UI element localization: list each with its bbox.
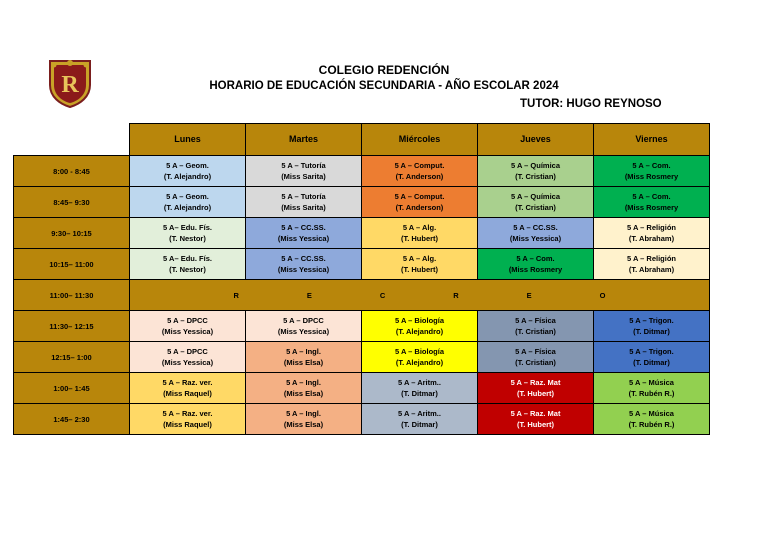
- time-slot: 11:00– 11:30: [14, 280, 130, 311]
- subject-label: 5 A – Comput.: [394, 192, 445, 201]
- subject-label: 5 A – Religión: [626, 254, 677, 263]
- subject-label: 5 A – Tutoría: [281, 161, 326, 170]
- teacher-label: (T. Ditmar): [401, 420, 438, 429]
- schedule-subtitle: HORARIO DE EDUCACIÓN SECUNDARIA - AÑO ESCOLAR 2024: [209, 80, 559, 92]
- class-cell: [594, 249, 710, 280]
- svg-text:R: R: [61, 72, 79, 98]
- time-slot: 9:30– 10:15: [14, 218, 130, 249]
- class-cell: [478, 218, 594, 249]
- corner-cell: [14, 124, 130, 156]
- table-row: [14, 404, 710, 435]
- class-cell: [130, 156, 246, 187]
- class-cell: [594, 342, 710, 373]
- teacher-label: (Miss Sarita): [281, 172, 326, 181]
- class-cell: [362, 187, 478, 218]
- recess-letter: C: [379, 290, 386, 300]
- table-row: [14, 373, 710, 404]
- teacher-label: (Miss Yessica): [277, 234, 330, 243]
- school-name: COLEGIO REDENCIÓN: [318, 63, 450, 77]
- class-cell: [478, 156, 594, 187]
- class-cell: [246, 249, 362, 280]
- class-cell: [478, 311, 594, 342]
- teacher-label: (T. Nestor): [169, 234, 206, 243]
- class-cell: [362, 373, 478, 404]
- subject-label: 5 A – Raz. ver.: [162, 378, 213, 387]
- teacher-label: (Miss Rosmery: [624, 203, 679, 212]
- recess-row: [14, 280, 710, 311]
- subject-label: 5 A – DPCC: [283, 316, 324, 325]
- subject-label: 5 A – Geom.: [166, 161, 209, 170]
- subject-label: 5 A – Alg.: [402, 223, 437, 232]
- class-cell: [478, 342, 594, 373]
- teacher-label: (T. Ditmar): [633, 358, 670, 367]
- recess-letter: O: [599, 290, 606, 300]
- teacher-label: (Miss Elsa): [283, 389, 324, 398]
- teacher-label: (T. Abraham): [628, 234, 675, 243]
- class-cell: [246, 311, 362, 342]
- teacher-label: (T. Alejandro): [163, 172, 212, 181]
- subject-label: 5 A – Biología: [394, 316, 445, 325]
- class-cell: [246, 404, 362, 435]
- teacher-label: (Miss Raquel): [163, 389, 212, 398]
- day-header: Viernes: [594, 124, 710, 156]
- class-cell: [362, 249, 478, 280]
- subject-label: 5 A – DPCC: [167, 347, 208, 356]
- class-cell: [594, 404, 710, 435]
- teacher-label: (Miss Elsa): [283, 358, 324, 367]
- table-row: [14, 249, 710, 280]
- teacher-label: (T. Abraham): [628, 265, 675, 274]
- subject-label: 5 A – Religión: [626, 223, 677, 232]
- class-cell: [362, 342, 478, 373]
- teacher-label: (Miss Yessica): [161, 327, 214, 336]
- recess-letter: E: [306, 290, 312, 300]
- class-cell: [478, 404, 594, 435]
- class-cell: [130, 218, 246, 249]
- subject-label: 5 A – Ingl.: [286, 409, 321, 418]
- subject-label: 5 A – Alg.: [402, 254, 437, 263]
- class-cell: [130, 373, 246, 404]
- time-slot: 8:45– 9:30: [14, 187, 130, 218]
- day-header: Martes: [246, 124, 362, 156]
- class-cell: [594, 218, 710, 249]
- class-cell: [130, 342, 246, 373]
- table-row: [14, 342, 710, 373]
- subject-label: 5 A – Música: [629, 378, 674, 387]
- table-row: [14, 311, 710, 342]
- schedule-table: [13, 123, 710, 435]
- teacher-label: (Miss Yessica): [277, 327, 330, 336]
- subject-label: 5 A – Aritm..: [398, 409, 441, 418]
- subject-label: 5 A – Aritm..: [398, 378, 441, 387]
- header-row: [14, 124, 710, 156]
- class-cell: [362, 218, 478, 249]
- teacher-label: (Miss Rosmery: [508, 265, 563, 274]
- subject-label: 5 A – Trigon.: [629, 316, 674, 325]
- class-cell: [130, 249, 246, 280]
- teacher-label: (Miss Yessica): [161, 358, 214, 367]
- subject-label: 5 A – Trigon.: [629, 347, 674, 356]
- subject-label: 5 A – Geom.: [166, 192, 209, 201]
- recess-letter: R: [453, 290, 459, 300]
- teacher-label: (Miss Yessica): [277, 265, 330, 274]
- teacher-label: (T. Rubén R.): [628, 420, 675, 429]
- subject-label: 5 A – Com.: [632, 192, 671, 201]
- class-cell: [362, 404, 478, 435]
- class-cell: [594, 373, 710, 404]
- time-slot: 1:45– 2:30: [14, 404, 130, 435]
- teacher-label: (T. Hubert): [516, 420, 555, 429]
- recess-letter: R: [233, 290, 239, 300]
- subject-label: 5 A – Física: [515, 347, 556, 356]
- tutor-label: TUTOR: HUGO REYNOSO: [520, 98, 662, 110]
- subject-label: 5 A – Tutoría: [281, 192, 326, 201]
- teacher-label: (Miss Sarita): [281, 203, 326, 212]
- class-cell: [130, 187, 246, 218]
- class-cell: [246, 218, 362, 249]
- subject-label: 5 A – Raz. ver.: [162, 409, 213, 418]
- subject-label: 5 A – Física: [515, 316, 556, 325]
- class-cell: [478, 187, 594, 218]
- class-cell: [246, 187, 362, 218]
- class-cell: [246, 373, 362, 404]
- subject-label: 5 A – CC.SS.: [513, 223, 558, 232]
- teacher-label: (Miss Rosmery: [624, 172, 679, 181]
- subject-label: 5 A – Música: [629, 409, 674, 418]
- time-slot: 11:30– 12:15: [14, 311, 130, 342]
- subject-label: 5 A – CC.SS.: [281, 254, 326, 263]
- subject-label: 5 A– Edu. Fís.: [163, 223, 212, 232]
- class-cell: [130, 404, 246, 435]
- class-cell: [594, 311, 710, 342]
- teacher-label: (T. Ditmar): [401, 389, 438, 398]
- table-row: [14, 218, 710, 249]
- class-cell: [594, 156, 710, 187]
- class-cell: [478, 249, 594, 280]
- recess-banner: [130, 280, 710, 311]
- day-header: Lunes: [130, 124, 246, 156]
- subject-label: 5 A – Com.: [516, 254, 555, 263]
- subject-label: 5 A – DPCC: [167, 316, 208, 325]
- teacher-label: (T. Cristian): [515, 203, 556, 212]
- class-cell: [246, 156, 362, 187]
- teacher-label: (Miss Yessica): [509, 234, 562, 243]
- teacher-label: (T. Alejandro): [163, 203, 212, 212]
- teacher-label: (T. Ditmar): [633, 327, 670, 336]
- time-slot: 12:15– 1:00: [14, 342, 130, 373]
- subject-label: 5 A – Química: [510, 161, 561, 170]
- table-row: [14, 156, 710, 187]
- class-cell: [130, 311, 246, 342]
- time-slot: 10:15– 11:00: [14, 249, 130, 280]
- subject-label: 5 A – Biología: [394, 347, 445, 356]
- time-slot: 8:00 - 8:45: [14, 156, 130, 187]
- recess-letter: E: [526, 290, 532, 300]
- teacher-label: (T. Cristian): [515, 172, 556, 181]
- class-cell: [362, 156, 478, 187]
- teacher-label: (T. Anderson): [395, 172, 444, 181]
- teacher-label: (T. Anderson): [395, 203, 444, 212]
- subject-label: 5 A – Química: [510, 192, 561, 201]
- subject-label: 5 A – Comput.: [394, 161, 445, 170]
- teacher-label: (Miss Raquel): [163, 420, 212, 429]
- subject-label: 5 A – Raz. Mat: [510, 409, 561, 418]
- teacher-label: (T. Alejandro): [395, 327, 444, 336]
- subject-label: 5 A – Ingl.: [286, 347, 321, 356]
- teacher-label: (T. Hubert): [400, 265, 439, 274]
- subject-label: 5 A – Com.: [632, 161, 671, 170]
- time-slot: 1:00– 1:45: [14, 373, 130, 404]
- day-header: Miércoles: [362, 124, 478, 156]
- teacher-label: (T. Alejandro): [395, 358, 444, 367]
- day-header: Jueves: [478, 124, 594, 156]
- subject-label: 5 A – Raz. Mat: [510, 378, 561, 387]
- subject-label: 5 A– Edu. Fís.: [163, 254, 212, 263]
- subject-label: 5 A – CC.SS.: [281, 223, 326, 232]
- teacher-label: (T. Cristian): [515, 358, 556, 367]
- class-cell: [246, 342, 362, 373]
- class-cell: [594, 187, 710, 218]
- teacher-label: (T. Hubert): [516, 389, 555, 398]
- teacher-label: (T. Cristian): [515, 327, 556, 336]
- class-cell: [478, 373, 594, 404]
- teacher-label: (Miss Elsa): [283, 420, 324, 429]
- teacher-label: (T. Nestor): [169, 265, 206, 274]
- class-cell: [362, 311, 478, 342]
- subject-label: 5 A – Ingl.: [286, 378, 321, 387]
- table-row: [14, 187, 710, 218]
- teacher-label: (T. Hubert): [400, 234, 439, 243]
- teacher-label: (T. Rubén R.): [628, 389, 675, 398]
